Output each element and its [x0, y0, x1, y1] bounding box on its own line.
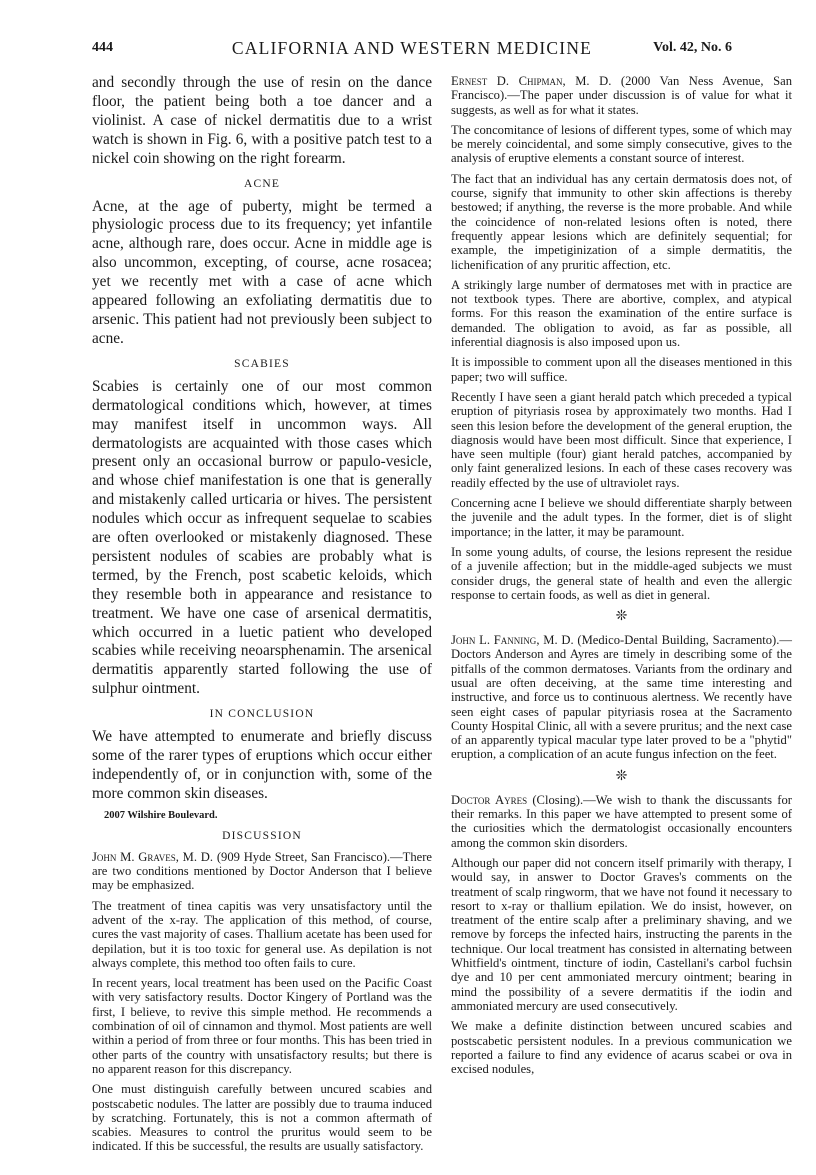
- scabies-paragraph: Scabies is certainly one of our most common dermatological conditions which, however, at times may manifest itself in uncommon ways. All dermatologists are acquainted with those cases which present only an occasional burrow or papulo-vesicle, and whose chief manifestation is one that is generally and mistakenly called urticaria or hives. The persistent nodules which occur as infrequent sequelae to scabies are often overlooked or mistakenly diagnosed. These persistent nodules of scabies are probably what is termed, by the French, post scabetic keloids, which they resemble both in appearance and resistance to treatment. We have one case of arsenical dermatitis, which occurred in a luetic patient who developed scabies while receiving neoarsphenamin. The arsenical dermatitis apparently started following the use of sulphur ointment.: [92, 377, 432, 698]
- graves-intro-paragraph: John M. Graves, M. D. (909 Hyde Street, San Francisco).—There are two conditions mentioned by Doctor Anderson that I believe may be emphasized.: [92, 849, 432, 893]
- scabies-heading: SCABIES: [234, 357, 290, 370]
- main-article-text: [92, 74, 432, 804]
- chipman-paragraph: The fact that an individual has any certain dermatosis does not, of course, signify that immunity to other skin affections is thereby bestowed; if anything, the reverse is the more probable. And while the coincidence of non-related lesions often is noted, there frequently appear lesions which are definitely sequential; for example, the impetiginization of a simple dermatitis, the lichenification of any pruritic affection, etc.: [451, 171, 792, 272]
- volume-issue: Vol. 42, No. 6: [653, 40, 732, 55]
- chipman-paragraph: The concomitance of lesions of different types, some of which may be merely coincidental, and some simply consecutive, gives to the analysis of eruptive elements a constant source of interest.: [451, 122, 792, 166]
- separator-ornament: ❊: [615, 768, 628, 784]
- conclusion-heading: IN CONCLUSION: [209, 708, 315, 721]
- acne-heading: ACNE: [243, 177, 281, 190]
- acne-paragraph: Acne, at the age of puberty, might be termed a physiologic process due to its frequency; yet infantile acne, although rare, does occur. Acne in middle age is also uncommon, excepting, of course, acne rosacea; yet we recently met with a case of acne which appeared following an exfoliating dermatitis due to arsenic. This patient had not previously been subject to acne.: [92, 197, 432, 347]
- ayres-paragraph: We make a definite distinction between uncured scabies and postscabetic persistent nodules. In a previous communication we reported a failure to find any evidence of acarus scabei or ova in excised nodules,: [451, 1019, 792, 1077]
- graves-paragraph: One must distinguish carefully between uncured scabies and postscabetic nodules. The latter are possibly due to trauma induced by scratching. Fortunately, this is not a common aftermath of scabies. Measures to control the pruritus would seem to be indicated. If this be successful, the results are usually satisfactory.: [92, 1082, 432, 1154]
- author-address: 2007 Wilshire Boulevard.: [104, 809, 218, 821]
- intro-paragraph: and secondly through the use of resin on the dance floor, the patient being both a toe dancer and a violinist. A case of nickel dermatitis due to a wrist watch is shown in Fig. 6, with a positive patch test to a nickel coin showing on the right forearm.: [92, 74, 432, 167]
- discussion-heading: DISCUSSION: [222, 829, 302, 842]
- chipman-paragraph: A strikingly large number of dermatoses met with in practice are not textbook types. There are abortive, complex, and atypical forms. For this reason the examination of the entire surface is demanded. The obligation to avoid, as far as possible, all inferential diagnosis is also imposed upon us.: [451, 277, 792, 350]
- ayres-paragraph: Although our paper did not concern itself primarily with therapy, I would say, in answer to Doctor Graves's comments on the treatment of scalp ringworm, that we have not found it necessary to resort to x-ray or thallium epilation. We do insist, however, on treatment of the entire scalp after a preliminary shaving, and we remove by forceps the infected hairs, instructing the parents in the technique. Our local treatment has consisted in alternating between Whitfield's ointment, tincture of iodin, Castellani's carbol fuchsin dye and 10 per cent ammoniated mercury ointment; bearing in mind the possibility of a severe dermatitis if the iodin and ammoniated mercury are used consecutively.: [451, 855, 792, 1013]
- left-column: [92, 74, 432, 1160]
- fanning-name: John L. Fanning: [451, 633, 537, 648]
- conclusion-paragraph: We have attempted to enumerate and briefly discuss some of the rarer types of eruptions which occur either independently of, or in conjunction with, some of the more common skin diseases.: [92, 728, 432, 802]
- chipman-intro-paragraph: Ernest D. Chipman, M. D. (2000 Van Ness Avenue, San Francisco).—The paper under discussion is of value for what it suggests, as well as for what it states.: [451, 74, 793, 117]
- page-header: [92, 38, 732, 62]
- ayres-closing: [451, 793, 792, 1077]
- ayres-name: Doctor Ayres: [451, 792, 528, 807]
- chipman-paragraph: It is impossible to comment upon all the diseases mentioned in this paper; two will suffice.: [451, 355, 792, 384]
- graves-name: John M. Graves: [92, 849, 176, 864]
- ayres-intro-paragraph: Doctor Ayres (Closing).—We wish to thank the discussants for their remarks. In this paper we have attempted to present some of the curiosities which the dermatologist occasionally encounters among the common skin disorders.: [451, 792, 792, 850]
- chipman-name: Ernest D. Chipman: [451, 74, 563, 88]
- graves-paragraph: In recent years, local treatment has been used on the Pacific Coast with very satisfactory results. Doctor Kingery of Portland was the first, I believe, to revive this simple method. He recommends a combination of oil of cinnamon and thymol. Most patients are well within a period of from three or four months. This has been tried in other parts of the country with unsatisfactory results; but there is no apparent reason for this discrepancy.: [92, 976, 432, 1076]
- page-number: 444: [92, 40, 113, 55]
- chipman-discussion: [451, 74, 792, 602]
- chipman-paragraph: Recently I have seen a giant herald patch which preceded a typical eruption of pityriasis rosea by approximately two months. Had I seen this lesion before the development of the general eruption, the diagnosis would have been most difficult. Since that experience, I have seen multiple (four) giant herald patches, accompanied by only faint generalized lesions. In each of these cases recovery was readily effected by the use of ultraviolet rays.: [451, 389, 792, 490]
- graves-discussion: [92, 850, 432, 1154]
- separator-ornament: ❊: [615, 609, 628, 625]
- journal-title: CALIFORNIA AND WESTERN MEDICINE: [231, 38, 593, 58]
- fanning-discussion: [451, 633, 792, 762]
- fanning-paragraph: John L. Fanning, M. D. (Medico-Dental Building, Sacramento).—Doctors Anderson and Ayres are timely in describing some of the pitfalls of the common dermatoses. Variants from the ordinary and usual are often deceiving, at the same time interesting and instructive, and force us to continuous alertness. We recently have seen eight cases of papular pityriasis rosea at the Sacramento County Hospital Clinic, all with a severe pruritus; and the next case of an apparently typical macular type later proved to be a "phytid" eruption, a complication of an acute fungus infection on the feet.: [451, 633, 792, 762]
- chipman-paragraph: Concerning acne I believe we should differentiate sharply between the juvenile and the adult types. In the former, diet is of slight importance; in the latter, it may be paramount.: [451, 496, 792, 539]
- right-column: [451, 74, 792, 1082]
- graves-paragraph: The treatment of tinea capitis was very unsatisfactory until the advent of the x-ray. The application of this method, of course, cures the vast majority of cases. Thallium acetate has been used for depilation, but it is too toxic for general use. As depilation is not always complete, this method too often fails to cure.: [92, 898, 432, 970]
- chipman-paragraph: In some young adults, of course, the lesions represent the residue of a juvenile affection; but in the middle-aged subjects we must consider drugs, the general state of health and even the allergic response to certain foods, as well as diet in general.: [451, 544, 792, 602]
